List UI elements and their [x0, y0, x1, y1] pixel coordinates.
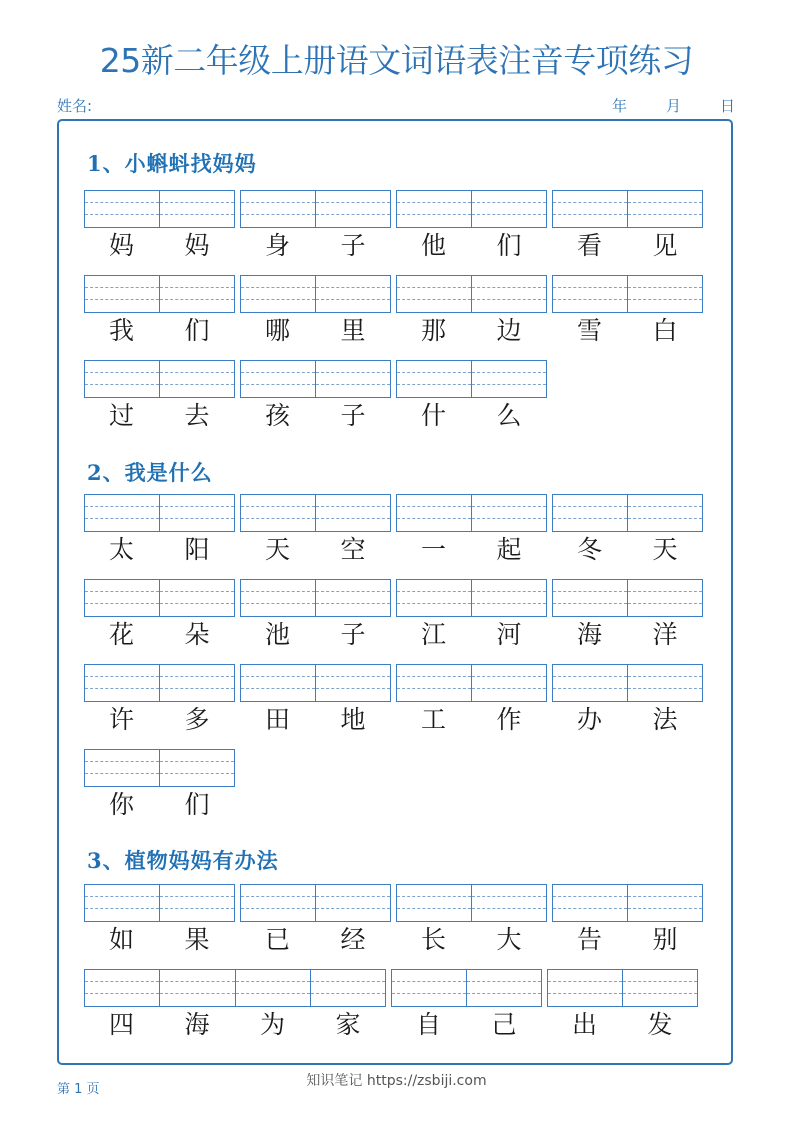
- hanzi-character: 河: [496, 620, 522, 649]
- pinyin-cell[interactable]: [553, 495, 627, 531]
- hanzi-character: 田: [264, 705, 290, 734]
- pinyin-cell[interactable]: [397, 885, 471, 921]
- pinyin-grid[interactable]: [240, 664, 391, 702]
- section-title: 1、小蝌蚪找妈妈: [87, 151, 257, 176]
- pinyin-grid[interactable]: [84, 969, 386, 1007]
- hanzi-character: 作: [496, 705, 522, 734]
- pinyin-cell[interactable]: [159, 665, 234, 701]
- pinyin-cell[interactable]: [553, 276, 627, 312]
- pinyin-cell[interactable]: [397, 495, 471, 531]
- hanzi-character: 江: [420, 620, 446, 649]
- pinyin-cell[interactable]: [397, 361, 471, 397]
- pinyin-cell[interactable]: [241, 495, 315, 531]
- pinyin-cell[interactable]: [548, 970, 622, 1006]
- pinyin-cell[interactable]: [159, 361, 234, 397]
- hanzi-character: 家: [335, 1010, 361, 1039]
- pinyin-cell[interactable]: [397, 191, 471, 227]
- hanzi-character: 空: [340, 535, 366, 564]
- hanzi-character: 长: [420, 925, 446, 954]
- hanzi-character: 过: [108, 401, 134, 430]
- hanzi-character: 为: [259, 1010, 285, 1039]
- pinyin-grid[interactable]: [84, 749, 235, 787]
- hanzi-character: 子: [340, 620, 366, 649]
- pinyin-grid[interactable]: [396, 884, 547, 922]
- hanzi-character: 己: [491, 1010, 517, 1039]
- hanzi-character: 子: [340, 401, 366, 430]
- hanzi-character: 如: [108, 925, 134, 954]
- pinyin-cell[interactable]: [85, 970, 159, 1006]
- hanzi-character: 自: [415, 1010, 441, 1039]
- pinyin-grid[interactable]: [552, 494, 703, 532]
- pinyin-grid[interactable]: [396, 275, 547, 313]
- pinyin-cell[interactable]: [315, 665, 390, 701]
- pinyin-cell[interactable]: [241, 276, 315, 312]
- hanzi-character: 大: [496, 925, 522, 954]
- pinyin-cell[interactable]: [310, 970, 385, 1006]
- pinyin-cell[interactable]: [241, 361, 315, 397]
- hanzi-character: 白: [652, 316, 678, 345]
- hanzi-character: 起: [496, 535, 522, 564]
- hanzi-character: 洋: [652, 620, 678, 649]
- pinyin-grid[interactable]: [84, 579, 235, 617]
- hanzi-character: 阳: [184, 535, 210, 564]
- hanzi-character: 朵: [184, 620, 210, 649]
- pinyin-cell[interactable]: [315, 191, 390, 227]
- hanzi-character: 们: [184, 790, 210, 819]
- hanzi-character: 身: [264, 231, 290, 260]
- pinyin-cell[interactable]: [85, 885, 159, 921]
- name-label: 姓名:: [57, 97, 93, 115]
- pinyin-grid[interactable]: [552, 884, 703, 922]
- hanzi-character: 孩: [264, 401, 290, 430]
- pinyin-cell[interactable]: [471, 495, 546, 531]
- page-title: 25新二年级上册语文词语表注音专项练习: [99, 41, 694, 80]
- pinyin-cell[interactable]: [315, 495, 390, 531]
- pinyin-grid[interactable]: [396, 579, 547, 617]
- pinyin-cell[interactable]: [627, 580, 702, 616]
- pinyin-cell[interactable]: [471, 191, 546, 227]
- hanzi-character: 法: [652, 705, 678, 734]
- pinyin-cell[interactable]: [627, 885, 702, 921]
- pinyin-grid[interactable]: [396, 494, 547, 532]
- pinyin-grid[interactable]: [547, 969, 698, 1007]
- pinyin-cell[interactable]: [397, 580, 471, 616]
- hanzi-character: 地: [340, 705, 366, 734]
- hanzi-character: 发: [647, 1010, 673, 1039]
- pinyin-cell[interactable]: [159, 276, 234, 312]
- pinyin-cell[interactable]: [471, 665, 546, 701]
- pinyin-cell[interactable]: [241, 885, 315, 921]
- hanzi-character: 妈: [184, 231, 210, 260]
- pinyin-cell[interactable]: [627, 276, 702, 312]
- hanzi-character: 果: [184, 925, 210, 954]
- hanzi-character: 哪: [264, 316, 290, 345]
- hanzi-character: 工: [420, 705, 446, 734]
- pinyin-grid[interactable]: [240, 494, 391, 532]
- pinyin-cell[interactable]: [622, 970, 697, 1006]
- hanzi-character: 他: [420, 231, 446, 260]
- hanzi-character: 太: [108, 535, 134, 564]
- hanzi-character: 妈: [108, 231, 134, 260]
- hanzi-character: 那: [420, 316, 446, 345]
- pinyin-cell[interactable]: [85, 191, 159, 227]
- hanzi-character: 一: [420, 535, 446, 564]
- pinyin-grid[interactable]: [240, 579, 391, 617]
- pinyin-cell[interactable]: [241, 191, 315, 227]
- pinyin-cell[interactable]: [235, 970, 310, 1006]
- hanzi-character: 出: [571, 1010, 597, 1039]
- pinyin-cell[interactable]: [397, 665, 471, 701]
- pinyin-grid[interactable]: [84, 884, 235, 922]
- pinyin-cell[interactable]: [159, 580, 234, 616]
- pinyin-grid[interactable]: [552, 664, 703, 702]
- pinyin-cell[interactable]: [315, 361, 390, 397]
- pinyin-grid[interactable]: [552, 275, 703, 313]
- hanzi-character: 多: [184, 705, 210, 734]
- pinyin-cell[interactable]: [241, 665, 315, 701]
- pinyin-grid[interactable]: [240, 190, 391, 228]
- month-label: 月: [666, 97, 682, 115]
- hanzi-character: 天: [652, 535, 678, 564]
- footer-site: 知识笔记 https://zsbiji.com: [306, 1073, 487, 1089]
- pinyin-grid[interactable]: [240, 275, 391, 313]
- hanzi-character: 见: [652, 231, 678, 260]
- hanzi-character: 四: [108, 1010, 134, 1039]
- pinyin-cell[interactable]: [315, 885, 390, 921]
- hanzi-character: 海: [576, 620, 602, 649]
- pinyin-cell[interactable]: [553, 885, 627, 921]
- hanzi-character: 子: [340, 231, 366, 260]
- hanzi-character: 别: [652, 925, 678, 954]
- pinyin-cell[interactable]: [85, 580, 159, 616]
- hanzi-character: 告: [576, 925, 602, 954]
- pinyin-grid[interactable]: [84, 494, 235, 532]
- pinyin-cell[interactable]: [471, 361, 546, 397]
- pinyin-cell[interactable]: [553, 665, 627, 701]
- hanzi-character: 看: [576, 231, 602, 260]
- pinyin-cell[interactable]: [85, 276, 159, 312]
- pinyin-grid[interactable]: [84, 275, 235, 313]
- pinyin-cell[interactable]: [159, 750, 234, 786]
- hanzi-character: 海: [184, 1010, 210, 1039]
- pinyin-grid[interactable]: [240, 884, 391, 922]
- pinyin-cell[interactable]: [471, 885, 546, 921]
- pinyin-grid[interactable]: [552, 579, 703, 617]
- section-title: 2、我是什么: [87, 460, 213, 485]
- pinyin-cell[interactable]: [85, 750, 159, 786]
- pinyin-cell[interactable]: [85, 495, 159, 531]
- pinyin-cell[interactable]: [315, 580, 390, 616]
- pinyin-grid[interactable]: [396, 664, 547, 702]
- hanzi-character: 你: [108, 790, 134, 819]
- hanzi-character: 里: [340, 316, 366, 345]
- pinyin-cell[interactable]: [159, 495, 234, 531]
- pinyin-cell[interactable]: [471, 276, 546, 312]
- page-number: 第 1 页: [57, 1082, 100, 1097]
- pinyin-cell[interactable]: [85, 361, 159, 397]
- hanzi-character: 们: [496, 231, 522, 260]
- pinyin-cell[interactable]: [315, 276, 390, 312]
- section-title: 3、植物妈妈有办法: [87, 848, 279, 873]
- pinyin-grid[interactable]: [84, 664, 235, 702]
- hanzi-character: 池: [264, 620, 290, 649]
- pinyin-grid[interactable]: [240, 360, 391, 398]
- pinyin-grid[interactable]: [552, 190, 703, 228]
- hanzi-character: 许: [108, 705, 134, 734]
- hanzi-character: 雪: [576, 316, 602, 345]
- pinyin-cell[interactable]: [241, 580, 315, 616]
- pinyin-grid[interactable]: [391, 969, 542, 1007]
- year-label: 年: [612, 97, 628, 115]
- hanzi-character: 什: [420, 401, 446, 430]
- hanzi-character: 冬: [576, 535, 602, 564]
- hanzi-character: 经: [340, 925, 366, 954]
- pinyin-cell[interactable]: [627, 191, 702, 227]
- hanzi-character: 已: [264, 925, 290, 954]
- pinyin-cell[interactable]: [85, 665, 159, 701]
- hanzi-character: 们: [184, 316, 210, 345]
- hanzi-character: 办: [576, 705, 602, 734]
- day-label: 日: [720, 97, 736, 115]
- pinyin-cell[interactable]: [392, 970, 466, 1006]
- pinyin-cell[interactable]: [553, 191, 627, 227]
- pinyin-cell[interactable]: [627, 665, 702, 701]
- pinyin-cell[interactable]: [471, 580, 546, 616]
- pinyin-cell[interactable]: [553, 580, 627, 616]
- pinyin-cell[interactable]: [159, 970, 234, 1006]
- pinyin-cell[interactable]: [159, 885, 234, 921]
- pinyin-grid[interactable]: [84, 360, 235, 398]
- pinyin-cell[interactable]: [159, 191, 234, 227]
- hanzi-character: 天: [264, 535, 290, 564]
- hanzi-character: 去: [184, 401, 210, 430]
- hanzi-character: 边: [496, 316, 522, 345]
- pinyin-grid[interactable]: [84, 190, 235, 228]
- hanzi-character: 我: [108, 316, 134, 345]
- hanzi-character: 花: [108, 620, 134, 649]
- hanzi-character: 么: [496, 401, 522, 430]
- pinyin-grid[interactable]: [396, 190, 547, 228]
- pinyin-cell[interactable]: [466, 970, 541, 1006]
- pinyin-cell[interactable]: [627, 495, 702, 531]
- pinyin-grid[interactable]: [396, 360, 547, 398]
- pinyin-cell[interactable]: [397, 276, 471, 312]
